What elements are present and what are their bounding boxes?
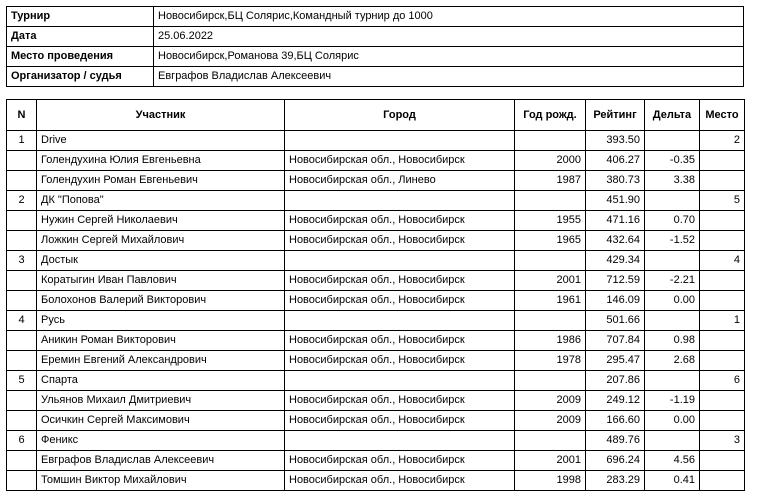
player-row xyxy=(7,211,745,231)
info-label: Турнир xyxy=(7,7,154,27)
cell-city xyxy=(285,191,515,211)
cell-city: Новосибирская обл., Новосибирск xyxy=(285,271,515,291)
info-row xyxy=(7,47,744,67)
header-city: Город xyxy=(285,100,515,131)
cell-delta: 0.41 xyxy=(645,471,700,491)
cell-place: 5 xyxy=(700,191,745,211)
cell-delta xyxy=(645,311,700,331)
cell-rating: 451.90 xyxy=(586,191,645,211)
team-row xyxy=(7,131,745,151)
cell-number xyxy=(7,171,37,191)
cell-birth-year xyxy=(515,191,586,211)
cell-city: Новосибирская обл., Новосибирск xyxy=(285,471,515,491)
cell-birth-year xyxy=(515,371,586,391)
cell-number xyxy=(7,271,37,291)
player-row xyxy=(7,451,745,471)
cell-delta xyxy=(645,191,700,211)
header-n: N xyxy=(7,100,37,131)
cell-number: 1 xyxy=(7,131,37,151)
cell-participant: Drive xyxy=(37,131,285,151)
cell-delta: -2.21 xyxy=(645,271,700,291)
player-row xyxy=(7,411,745,431)
cell-birth-year xyxy=(515,311,586,331)
cell-delta: 0.00 xyxy=(645,291,700,311)
cell-city: Новосибирская обл., Новосибирск xyxy=(285,211,515,231)
cell-birth-year: 1965 xyxy=(515,231,586,251)
cell-place: 6 xyxy=(700,371,745,391)
cell-place xyxy=(700,471,745,491)
results-body xyxy=(7,131,745,491)
team-row xyxy=(7,311,745,331)
cell-rating: 249.12 xyxy=(586,391,645,411)
cell-place: 3 xyxy=(700,431,745,451)
cell-delta: 0.98 xyxy=(645,331,700,351)
cell-participant: Голендухина Юлия Евгеньевна xyxy=(37,151,285,171)
cell-birth-year: 1961 xyxy=(515,291,586,311)
cell-number xyxy=(7,351,37,371)
cell-rating: 489.76 xyxy=(586,431,645,451)
cell-participant: Аникин Роман Викторович xyxy=(37,331,285,351)
info-value: 25.06.2022 xyxy=(154,27,744,47)
cell-place: 4 xyxy=(700,251,745,271)
cell-city: Новосибирская обл., Новосибирск xyxy=(285,391,515,411)
cell-rating: 432.64 xyxy=(586,231,645,251)
header-birth-year: Год рожд. xyxy=(515,100,586,131)
cell-delta xyxy=(645,251,700,271)
cell-delta xyxy=(645,131,700,151)
cell-rating: 393.50 xyxy=(586,131,645,151)
cell-number xyxy=(7,471,37,491)
cell-place: 2 xyxy=(700,131,745,151)
info-label: Место проведения xyxy=(7,47,154,67)
cell-number xyxy=(7,331,37,351)
player-row xyxy=(7,471,745,491)
cell-rating: 406.27 xyxy=(586,151,645,171)
cell-number: 3 xyxy=(7,251,37,271)
team-row xyxy=(7,191,745,211)
cell-participant: Еремин Евгений Александрович xyxy=(37,351,285,371)
cell-delta: -1.19 xyxy=(645,391,700,411)
cell-number: 6 xyxy=(7,431,37,451)
cell-birth-year: 2001 xyxy=(515,271,586,291)
header-participant: Участник xyxy=(37,100,285,131)
info-row xyxy=(7,27,744,47)
info-label: Дата xyxy=(7,27,154,47)
cell-participant: Ульянов Михаил Дмитриевич xyxy=(37,391,285,411)
results-header-row xyxy=(7,100,745,131)
cell-city xyxy=(285,251,515,271)
cell-rating: 429.34 xyxy=(586,251,645,271)
cell-birth-year xyxy=(515,251,586,271)
cell-participant: Томшин Виктор Михайлович xyxy=(37,471,285,491)
cell-city: Новосибирская обл., Новосибирск xyxy=(285,351,515,371)
cell-participant: Феникс xyxy=(37,431,285,451)
cell-rating: 707.84 xyxy=(586,331,645,351)
info-row xyxy=(7,67,744,87)
team-row xyxy=(7,431,745,451)
cell-rating: 283.29 xyxy=(586,471,645,491)
cell-city: Новосибирская обл., Новосибирск xyxy=(285,291,515,311)
cell-city xyxy=(285,431,515,451)
info-value: Новосибирск,Романова 39,БЦ Солярис xyxy=(154,47,744,67)
cell-delta: 0.70 xyxy=(645,211,700,231)
cell-place xyxy=(700,231,745,251)
team-row xyxy=(7,251,745,271)
info-row xyxy=(7,7,744,27)
cell-place xyxy=(700,391,745,411)
player-row xyxy=(7,271,745,291)
cell-delta: -1.52 xyxy=(645,231,700,251)
cell-delta: 2.68 xyxy=(645,351,700,371)
cell-place xyxy=(700,271,745,291)
cell-city: Новосибирская обл., Новосибирск xyxy=(285,151,515,171)
cell-participant: Спарта xyxy=(37,371,285,391)
cell-participant: Русь xyxy=(37,311,285,331)
cell-place xyxy=(700,151,745,171)
info-value: Новосибирск,БЦ Солярис,Командный турнир до 1000 xyxy=(154,7,744,27)
player-row xyxy=(7,171,745,191)
cell-number xyxy=(7,291,37,311)
cell-number xyxy=(7,391,37,411)
cell-number xyxy=(7,231,37,251)
info-label: Организатор / судья xyxy=(7,67,154,87)
cell-rating: 295.47 xyxy=(586,351,645,371)
cell-city: Новосибирская обл., Новосибирск xyxy=(285,411,515,431)
cell-rating: 166.60 xyxy=(586,411,645,431)
cell-participant: Коратыгин Иван Павлович xyxy=(37,271,285,291)
cell-place xyxy=(700,211,745,231)
cell-rating: 380.73 xyxy=(586,171,645,191)
cell-birth-year: 1955 xyxy=(515,211,586,231)
cell-participant: Болохонов Валерий Викторович xyxy=(37,291,285,311)
cell-birth-year xyxy=(515,131,586,151)
cell-birth-year: 1986 xyxy=(515,331,586,351)
team-row xyxy=(7,371,745,391)
header-place: Место xyxy=(700,100,745,131)
cell-birth-year: 1978 xyxy=(515,351,586,371)
cell-place: 1 xyxy=(700,311,745,331)
cell-participant: ДК "Попова" xyxy=(37,191,285,211)
cell-number xyxy=(7,451,37,471)
cell-city xyxy=(285,371,515,391)
header-delta: Дельта xyxy=(645,100,700,131)
cell-city: Новосибирская обл., Новосибирск xyxy=(285,331,515,351)
cell-birth-year: 2009 xyxy=(515,411,586,431)
cell-place xyxy=(700,291,745,311)
cell-place xyxy=(700,351,745,371)
cell-rating: 207.86 xyxy=(586,371,645,391)
tournament-info-body xyxy=(7,7,744,87)
cell-number: 4 xyxy=(7,311,37,331)
player-row xyxy=(7,231,745,251)
cell-birth-year: 2001 xyxy=(515,451,586,471)
cell-rating: 696.24 xyxy=(586,451,645,471)
cell-city: Новосибирская обл., Новосибирск xyxy=(285,231,515,251)
cell-participant: Евграфов Владислав Алексеевич xyxy=(37,451,285,471)
cell-participant: Осичкин Сергей Максимович xyxy=(37,411,285,431)
cell-city xyxy=(285,311,515,331)
cell-place xyxy=(700,451,745,471)
player-row xyxy=(7,391,745,411)
info-value: Евграфов Владислав Алексеевич xyxy=(154,67,744,87)
cell-city xyxy=(285,131,515,151)
cell-number xyxy=(7,411,37,431)
cell-rating: 471.16 xyxy=(586,211,645,231)
cell-birth-year: 1998 xyxy=(515,471,586,491)
header-rating: Рейтинг xyxy=(586,100,645,131)
player-row xyxy=(7,351,745,371)
cell-place xyxy=(700,331,745,351)
cell-delta xyxy=(645,431,700,451)
cell-participant: Ложкин Сергей Михайлович xyxy=(37,231,285,251)
cell-birth-year: 2000 xyxy=(515,151,586,171)
cell-participant: Достык xyxy=(37,251,285,271)
cell-rating: 501.66 xyxy=(586,311,645,331)
cell-rating: 712.59 xyxy=(586,271,645,291)
cell-delta: 3.38 xyxy=(645,171,700,191)
cell-number: 2 xyxy=(7,191,37,211)
player-row xyxy=(7,331,745,351)
cell-delta: -0.35 xyxy=(645,151,700,171)
cell-participant: Голендухин Роман Евгеньевич xyxy=(37,171,285,191)
cell-delta xyxy=(645,371,700,391)
cell-birth-year: 2009 xyxy=(515,391,586,411)
cell-number xyxy=(7,151,37,171)
cell-place xyxy=(700,171,745,191)
cell-city: Новосибирская обл., Линево xyxy=(285,171,515,191)
cell-number: 5 xyxy=(7,371,37,391)
cell-delta: 4.56 xyxy=(645,451,700,471)
cell-rating: 146.09 xyxy=(586,291,645,311)
cell-participant: Нужин Сергей Николаевич xyxy=(37,211,285,231)
cell-delta: 0.00 xyxy=(645,411,700,431)
cell-birth-year: 1987 xyxy=(515,171,586,191)
tournament-info-table xyxy=(6,6,744,87)
cell-place xyxy=(700,411,745,431)
cell-number xyxy=(7,211,37,231)
player-row xyxy=(7,291,745,311)
cell-birth-year xyxy=(515,431,586,451)
player-row xyxy=(7,151,745,171)
cell-city: Новосибирская обл., Новосибирск xyxy=(285,451,515,471)
results-table xyxy=(6,99,745,491)
